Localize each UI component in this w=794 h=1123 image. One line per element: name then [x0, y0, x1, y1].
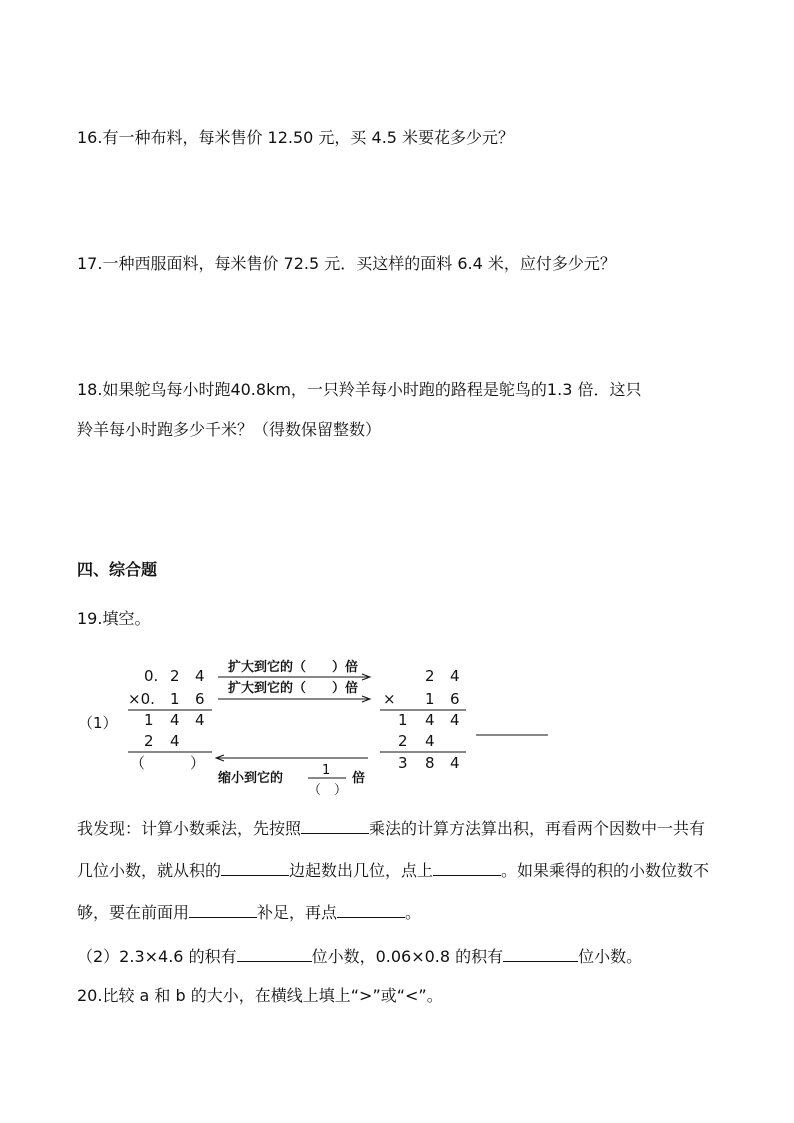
blank-7[interactable]: [237, 945, 312, 962]
arrow-1-label: 扩大到它的（ ）倍: [228, 660, 359, 675]
left-r4-c1: 2: [144, 732, 154, 750]
question-17: 17.一种西服面料，每米售价 72.5 元．买这样的面料 6.4 米，应付多少元？: [77, 254, 616, 273]
question-18-line-1: 18.如果鸵鸟每小时跑40.8km，一只羚羊每小时跑的路程是鸵鸟的1.3 倍．这只: [77, 380, 642, 399]
right-r4-c1: 2: [398, 732, 408, 750]
right-result-c3: 4: [450, 754, 460, 772]
para-text-5: 补足，再点: [257, 903, 338, 922]
left-multiplication: [128, 667, 212, 772]
left-r1-c3: 4: [195, 667, 205, 685]
para-text-2: 乘法的计算方法算出积，再看两个因数中一共有几位小数，就从积的: [77, 819, 706, 880]
left-r3-c1: 1: [144, 711, 154, 729]
question-19: 19.填空。: [77, 609, 151, 628]
left-r2-c2: 1: [170, 690, 180, 708]
left-result: （ ）: [130, 754, 206, 772]
blank-2[interactable]: [301, 817, 369, 834]
left-r1-c2: 2: [170, 667, 180, 685]
right-r2-c3: 6: [450, 690, 460, 708]
fraction-numerator: 1: [322, 763, 331, 778]
para-text-3: 边起数出几位，点上: [289, 861, 434, 880]
left-r1-c1: 0.: [144, 667, 159, 685]
para-text-4: 。如果乘得的积的小数位数不够，要在前面用: [77, 861, 710, 922]
blank-8[interactable]: [503, 945, 578, 962]
blank-5[interactable]: [189, 901, 257, 918]
arrow-2-label: 扩大到它的（ ）倍: [228, 681, 359, 696]
question-16: 16.有一种布料，每米售价 12.50 元，买 4.5 米要花多少元？: [77, 128, 515, 147]
right-r1-c2: 4: [450, 667, 460, 685]
left-r3-c2: 4: [170, 711, 180, 729]
sub2-text-1: （2）2.3×4.6 的积有: [77, 947, 237, 966]
multiplication-diagram: [70, 655, 570, 805]
right-r1-c1: 2: [425, 667, 435, 685]
right-result-c1: 3: [398, 754, 408, 772]
right-r4-c2: 4: [425, 732, 435, 750]
part-1-label: （1）: [78, 714, 118, 732]
right-r3-c1: 1: [398, 711, 408, 729]
blank-6[interactable]: [337, 901, 405, 918]
question-19-part-2: [77, 945, 642, 967]
left-r2-c3: 6: [195, 690, 205, 708]
right-result-c2: 8: [425, 754, 435, 772]
para-text-1: 我发现：计算小数乘法，先按照: [77, 819, 302, 838]
question-18-line-2: 羚羊每小时跑多少千米？（得数保留整数）: [77, 420, 382, 439]
right-multiplication: [380, 667, 466, 772]
question-20: 20.比较 a 和 b 的大小，在横线上填上“>”或“<”。: [77, 986, 443, 1005]
section-title: 四、综合题: [77, 560, 158, 579]
shrink-label: 缩小到它的: [218, 771, 284, 786]
left-r3-c3: 4: [195, 711, 205, 729]
blank-4[interactable]: [433, 859, 501, 876]
right-r3-c2: 4: [425, 711, 435, 729]
shrink-suffix: 倍: [352, 771, 366, 786]
para-text-6: 。: [405, 903, 422, 922]
right-r3-c3: 4: [450, 711, 460, 729]
sub2-text-3: 位小数。: [578, 947, 643, 966]
left-r4-c2: 4: [170, 732, 180, 750]
discovery-paragraph: [77, 808, 717, 934]
sub2-text-2: 位小数，0.06×0.8 的积有: [311, 947, 504, 966]
right-r2-c2: 1: [425, 690, 435, 708]
right-r2-c1: ×: [383, 690, 396, 708]
fraction-denominator: （ ）: [308, 783, 348, 798]
blank-3[interactable]: [221, 859, 289, 876]
left-r2-c1: ×0.: [128, 690, 155, 708]
